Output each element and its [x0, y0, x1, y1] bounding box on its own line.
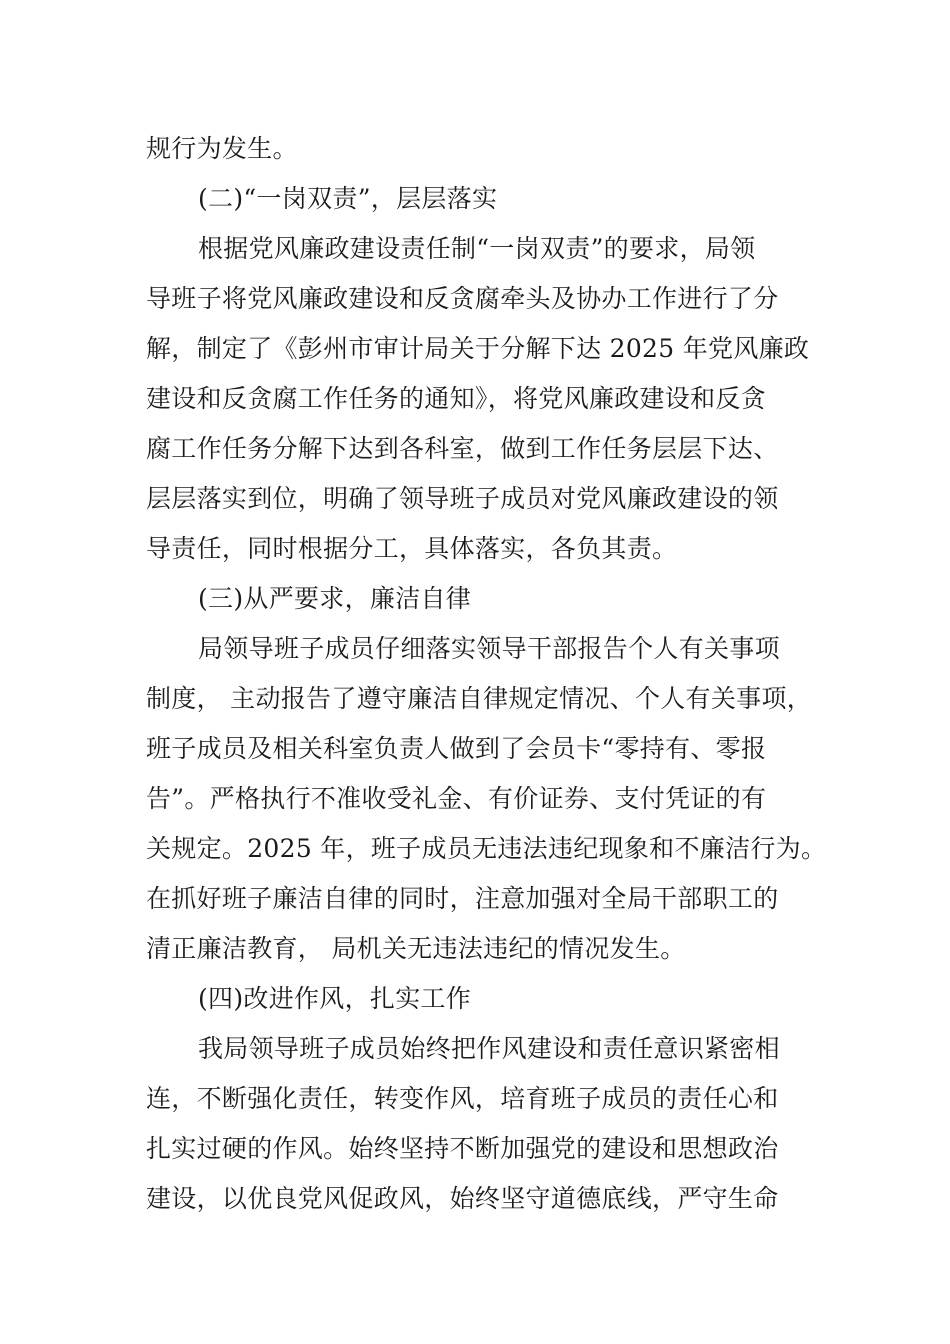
text-line: 建设和反贪腐工作任务的通知》，将党风廉政建设和反贪 — [146, 384, 767, 413]
section-heading: (四)改进作风，扎实工作 — [198, 984, 472, 1013]
text-line: 连，不断强化责任，转变作风，培育班子成员的责任心和 — [146, 1084, 779, 1113]
text-line: 根据党风廉政建设责任制“一岗双责”的要求，局领 — [198, 234, 756, 263]
text-line: 扎实过硬的作风。始终坚持不断加强党的建设和思想政治 — [146, 1134, 779, 1163]
text-line: 导班子将党风廉政建设和反贪腐牵头及协办工作进行了分 — [146, 284, 779, 313]
text-line: 建设，以优良党风促政风，始终坚守道德底线，严守生命 — [146, 1184, 779, 1213]
text-line: 腐工作任务分解下达到各科室，做到工作任务层层下达、 — [146, 434, 779, 463]
text-line: 层层落实到位，明确了领导班子成员对党风廉政建设的领 — [146, 484, 779, 513]
text-line: 清正廉洁教育， 局机关无违法违纪的情况发生。 — [146, 934, 686, 963]
text-line: 导责任，同时根据分工，具体落实，各负其责。 — [146, 534, 678, 563]
text-line: 制度， 主动报告了遵守廉洁自律规定情况、个人有关事项， — [146, 684, 813, 713]
section-heading: (二)“一岗双责”，层层落实 — [198, 184, 498, 213]
text-line: 告”。严格执行不准收受礼金、有价证券、支付凭证的有 — [146, 784, 767, 813]
section-heading: (三)从严要求，廉洁自律 — [198, 584, 472, 613]
text-line: 班子成员及相关科室负责人做到了会员卡“零持有、零报 — [146, 734, 767, 763]
text-line: 规行为发生。 — [146, 134, 298, 163]
text-line: 关规定。2025 年，班子成员无违法违纪现象和不廉洁行为。 — [146, 834, 827, 863]
text-line: 我局领导班子成员始终把作风建设和责任意识紧密相 — [198, 1034, 780, 1063]
text-line: 局领导班子成员仔细落实领导干部报告个人有关事项 — [198, 634, 780, 663]
text-line: 解，制定了《彭州市审计局关于分解下达 2025 年党风廉政 — [146, 334, 810, 363]
text-line: 在抓好班子廉洁自律的同时，注意加强对全局干部职工的 — [146, 884, 779, 913]
